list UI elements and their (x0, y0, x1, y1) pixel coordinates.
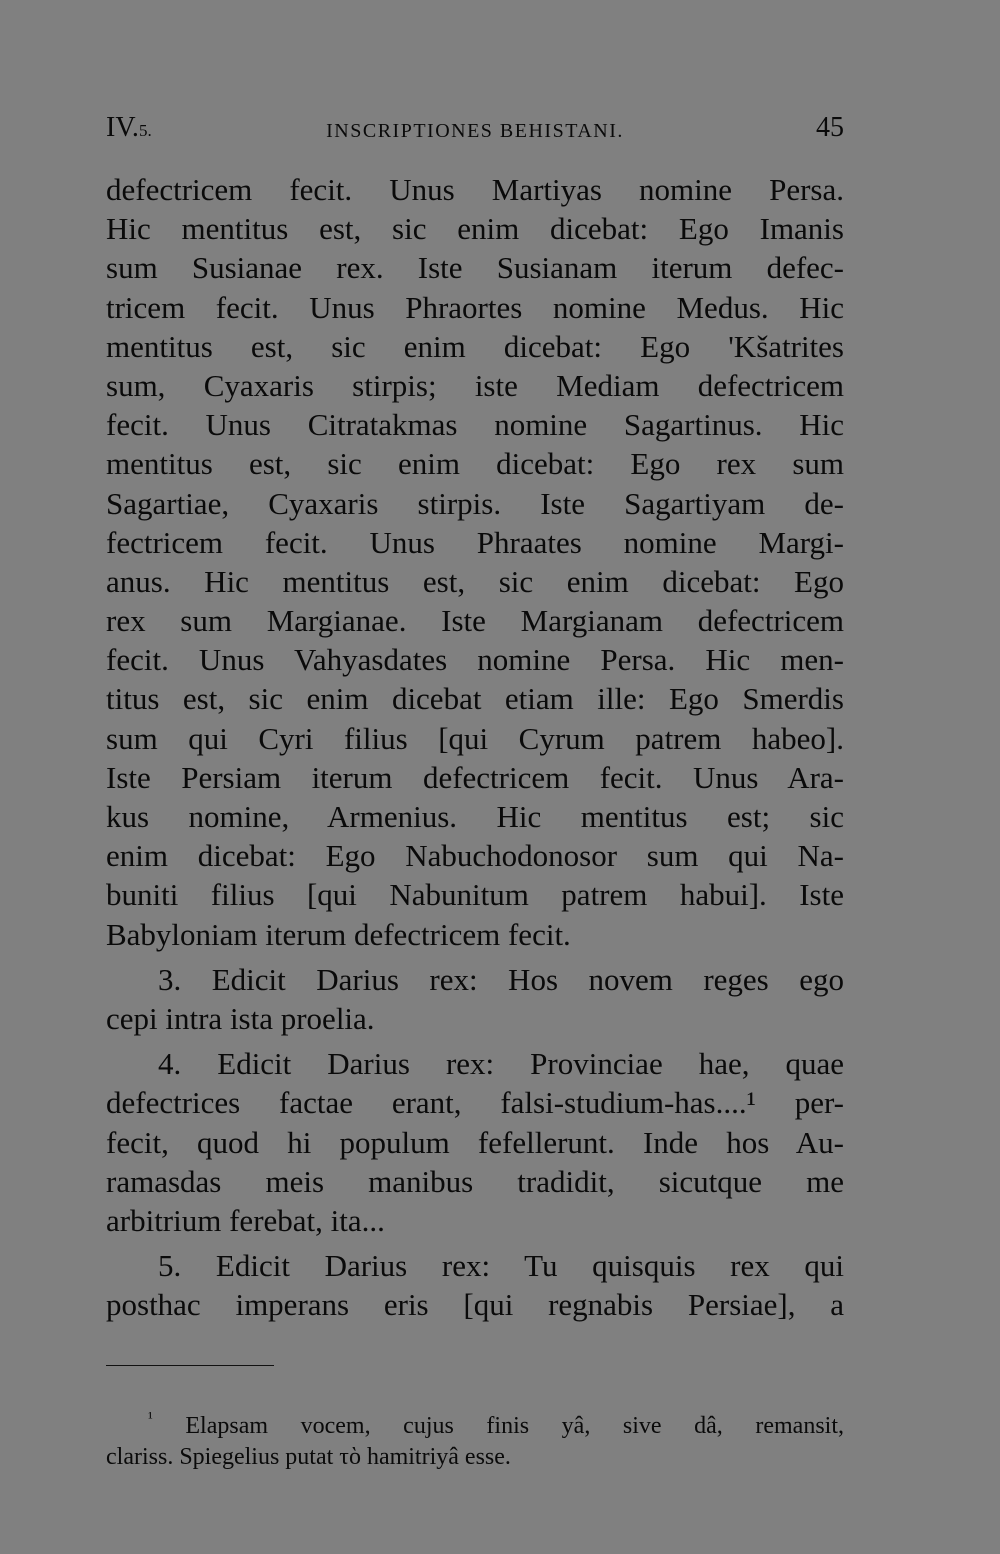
text-line: enim dicebat: Ego Nabuchodonosor sum qui Na- (106, 838, 844, 874)
paragraph-3-line: cepi intra ista proelia. (106, 1000, 375, 1036)
footnote-marker: ¹ (148, 1410, 153, 1427)
text-line: mentitus est, sic enim dicebat: Ego 'Kšatrites (106, 328, 844, 364)
paragraph-4-line: defectrices factae erant, falsi-studium-has....¹ per- (106, 1085, 844, 1121)
footnote-rule (106, 1365, 274, 1366)
paragraph-3-line: 3. Edicit Darius rex: Hos novem reges ego (158, 961, 844, 997)
text-line: tricem fecit. Unus Phraortes nomine Medus. Hic (106, 289, 844, 325)
text-line: Babyloniam iterum defectricem fecit. (106, 916, 571, 952)
text-line: sum Susianae rex. Iste Susianam iterum defec- (106, 250, 844, 286)
footnote-line (106, 1400, 844, 1438)
text-line: buniti filius [qui Nabunitum patrem habui]. Iste (106, 877, 844, 913)
text-line: anus. Hic mentitus est, sic enim dicebat: Ego (106, 563, 844, 599)
footnote-text: Elapsam vocem, cujus finis yâ, sive dâ, remansit, (185, 1413, 845, 1439)
page-number: 45 (816, 112, 844, 143)
running-title: INSCRIPTIONES BEHISTANI. (326, 120, 624, 142)
main-text (106, 170, 844, 1324)
paragraph-4-line: 4. Edicit Darius rex: Provinciae hae, quae (158, 1046, 844, 1082)
footnote (106, 1400, 844, 1476)
text-line: fectricem fecit. Unus Phraates nomine Margi- (106, 524, 844, 560)
text-line: sum qui Cyri filius [qui Cyrum patrem habeo]. (106, 720, 844, 756)
paragraph-4-line: ramasdas meis manibus tradidit, sicutque me (106, 1163, 844, 1199)
text-line: mentitus est, sic enim dicebat: Ego rex sum (106, 446, 844, 482)
paragraph-5-line: posthac imperans eris [qui regnabis Persiae], a (106, 1287, 844, 1323)
text-line: sum, Cyaxaris stirpis; iste Mediam defectricem (106, 367, 844, 403)
footnote-line: clariss. Spiegelius putat τὸ hamitriyâ esse. (106, 1444, 511, 1470)
text-line: titus est, sic enim dicebat etiam ille: Ego Smerdis (106, 681, 844, 717)
paragraph-4-line: arbitrium ferebat, ita... (106, 1202, 385, 1238)
text-line: Sagartiae, Cyaxaris stirpis. Iste Sagartiyam de- (106, 485, 844, 521)
text-line: Iste Persiam iterum defectricem fecit. Unus Ara- (106, 759, 844, 795)
text-line: defectricem fecit. Unus Martiyas nomine Persa. (106, 172, 844, 207)
text-line: Hic mentitus est, sic enim dicebat: Ego Imanis (106, 211, 844, 247)
section-number: IV.5. (106, 112, 152, 143)
running-header (106, 112, 844, 152)
text-line: fecit. Unus Vahyasdates nomine Persa. Hic men- (106, 642, 844, 678)
paragraph-4-line: fecit, quod hi populum fefellerunt. Inde hos Au- (106, 1124, 844, 1160)
text-line: kus nomine, Armenius. Hic mentitus est; sic (106, 799, 844, 834)
text-line: fecit. Unus Citratakmas nomine Sagartinus. Hic (106, 407, 844, 443)
paragraph-5-line: 5. Edicit Darius rex: Tu quisquis rex qui (158, 1248, 844, 1284)
text-line: rex sum Margianae. Iste Margianam defectricem (106, 603, 844, 639)
